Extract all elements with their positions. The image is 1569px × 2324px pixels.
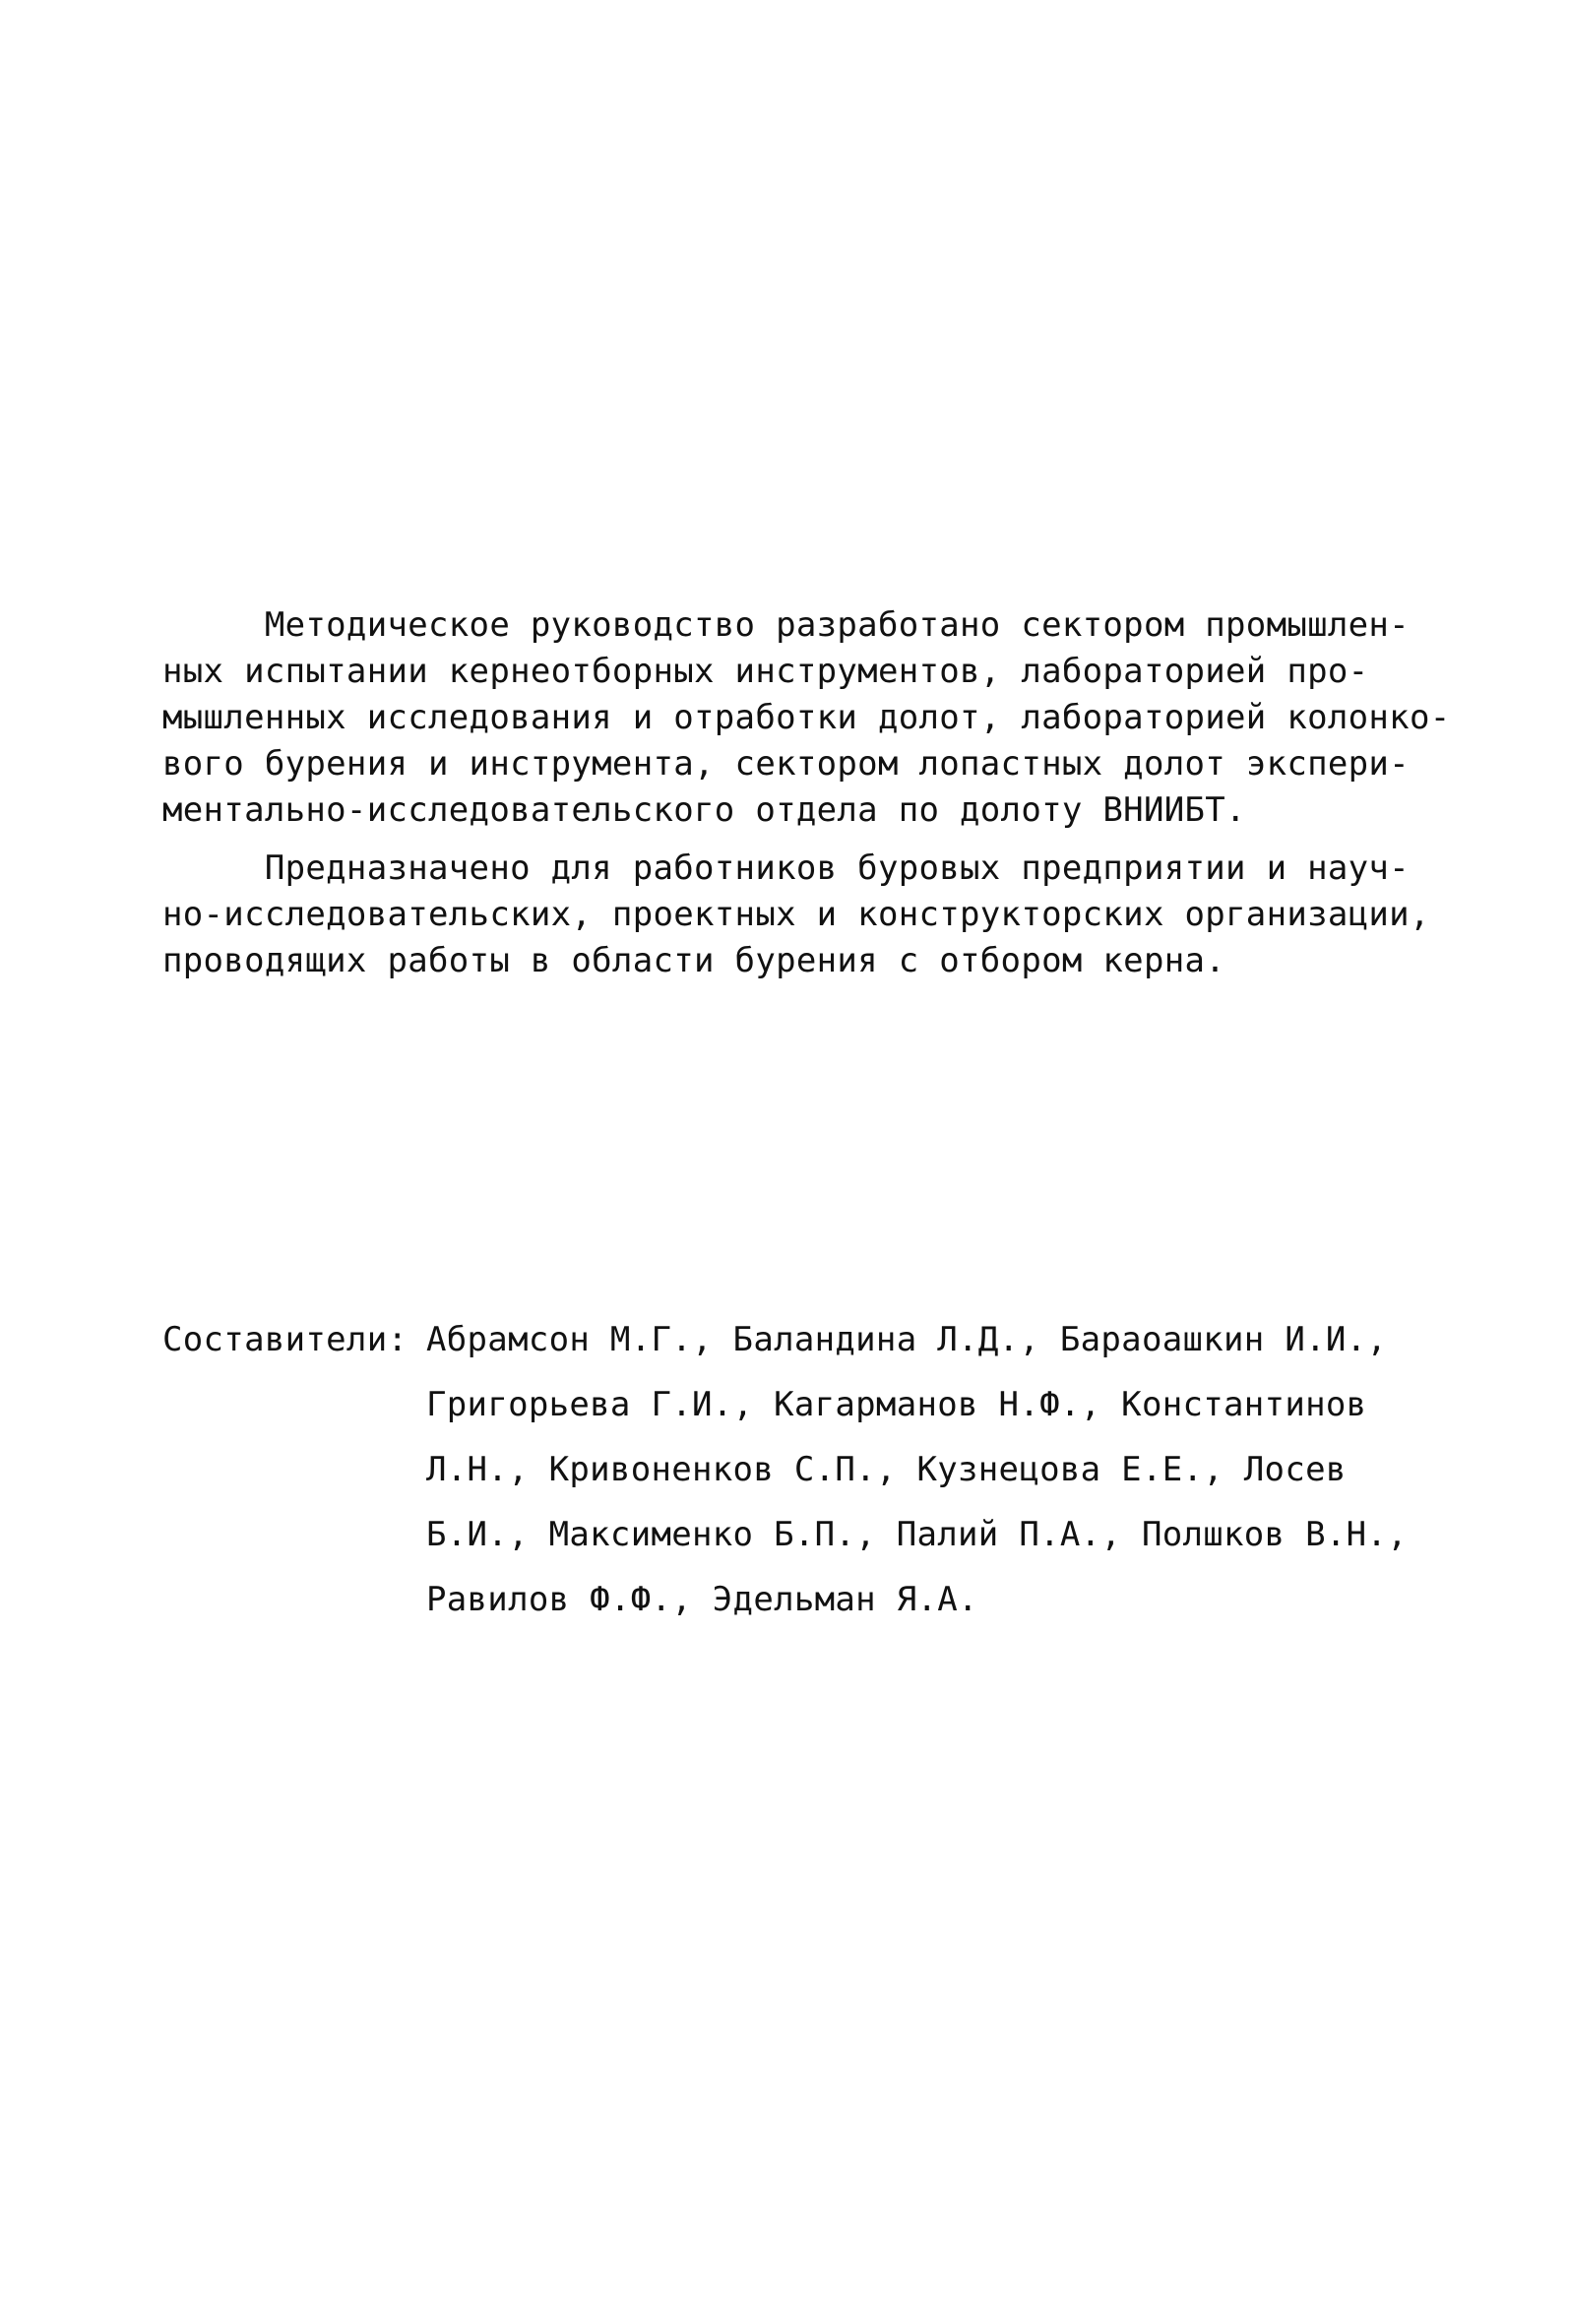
paragraph1-line: вого бурения и инструмента, сектором лопастных долот экспери-	[162, 744, 1410, 784]
paragraph-development	[162, 602, 1462, 834]
authors-line: Абрамсон М.Г., Баландина Л.Д., Бараоашкин И.И.,	[426, 1320, 1388, 1359]
authors-line: Григорьева Г.И., Кагарманов Н.Ф., Константинов	[426, 1385, 1367, 1424]
paragraph-audience	[162, 846, 1462, 984]
paragraph1-line: Методическое руководство разработано сектором промышлен-	[162, 605, 1410, 645]
authors-line: Л.Н., Кривоненков С.П., Кузнецова Е.Е., Лосев	[426, 1450, 1347, 1489]
paragraph1-line: мышленных исследования и отработки долот, лабораторией колонко-	[162, 698, 1451, 737]
paragraph1-line: ментально-исследовательского отдела по долоту ВНИИБТ.	[162, 790, 1246, 830]
authors-line: Б.И., Максименко Б.П., Палий П.А., Полшков В.Н.,	[426, 1515, 1408, 1554]
paragraph2-line: проводящих работы в области бурения с отбором керна.	[162, 941, 1226, 980]
paragraph1-line: ных испытании кернеотборных инструментов, лабораторией про-	[162, 652, 1369, 691]
authors-section	[162, 1307, 1462, 1632]
authors-label: Составители:	[162, 1320, 408, 1359]
paragraph2-line: но-исследовательских, проектных и конструкторских организации,	[162, 895, 1430, 934]
paragraph2-line: Предназначено для работников буровых предприятии и науч-	[162, 848, 1410, 888]
authors-line: Равилов Ф.Ф., Эдельман Я.А.	[426, 1580, 978, 1619]
authors-row	[162, 1307, 1462, 1632]
authors-list	[426, 1307, 1462, 1632]
description-section	[162, 602, 1462, 984]
